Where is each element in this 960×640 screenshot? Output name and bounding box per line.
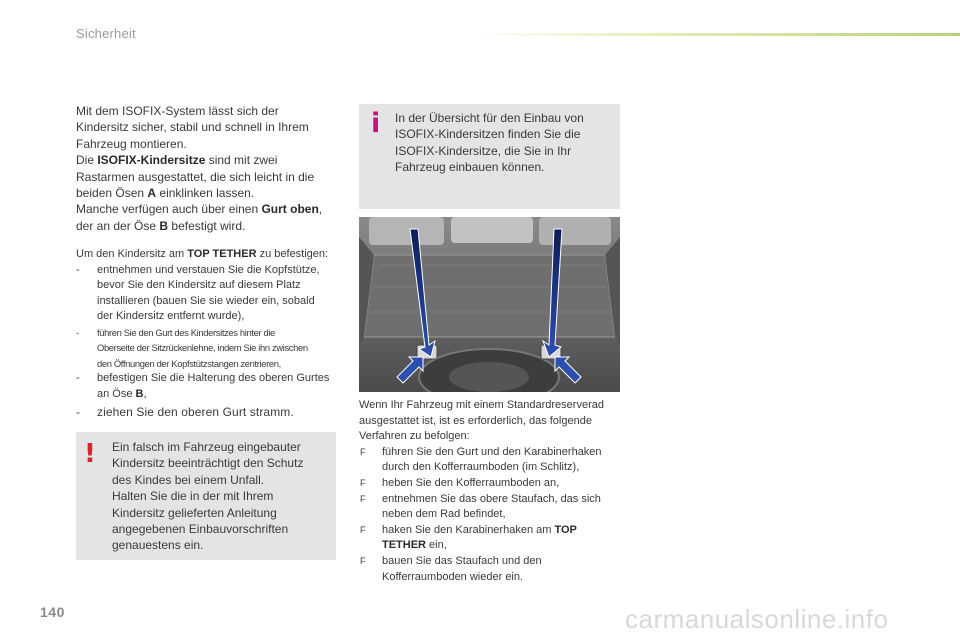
- step-line: entnehmen Sie das obere Staufach, das sich: [382, 492, 601, 505]
- bold-term: Gurt oben: [261, 202, 319, 217]
- text-line: ausgestattet ist, ist es erforderlich, das folgende: [359, 414, 592, 427]
- trunk-anchor-photo: [359, 217, 620, 392]
- seat-back-middle: [451, 217, 533, 243]
- text: der an der Öse: [76, 218, 160, 233]
- watermark: carmanualsonline.info: [625, 604, 889, 634]
- bold-term: TOP TETHER: [187, 248, 257, 260]
- bullet-icon: F: [360, 555, 366, 566]
- text: zu befestigen:: [256, 248, 329, 260]
- step-line: befestigen Sie die Halterung des oberen Gurtes: [97, 372, 330, 385]
- warning-text: [112, 439, 327, 554]
- step-line: durch den Kofferraumboden (im Schlitz),: [382, 461, 580, 474]
- intro-line: Rastarmen ausgestattet, die sich leicht in die: [76, 169, 315, 184]
- step-line: der Kindersitz entfernt wurde),: [97, 310, 245, 323]
- dash-bullet: -: [76, 326, 79, 338]
- text: Um den Kindersitz am: [76, 248, 188, 260]
- bold-term: A: [147, 186, 157, 201]
- warning-line: Halten Sie die in der mit Ihrem: [112, 489, 274, 504]
- step-line: Oberseite der Sitzrückenlehne, indem Sie ihn zwischen: [97, 342, 308, 354]
- info-line: ISOFIX-Kindersitzen finden Sie die: [395, 127, 581, 142]
- list-item: [359, 476, 624, 492]
- list-item: [76, 263, 346, 325]
- bold-term: TOP: [554, 523, 577, 536]
- text: Manche verfügen auch über einen: [76, 202, 262, 217]
- list-item: [359, 554, 624, 585]
- text: einklinken lassen.: [156, 186, 255, 201]
- intro-line: Fahrzeug montieren.: [76, 136, 187, 151]
- text: Die: [76, 153, 98, 168]
- list-item: [76, 325, 346, 371]
- section-title: Sicherheit: [76, 26, 136, 41]
- text: haken Sie den Karabinerhaken am: [382, 523, 555, 536]
- bold-term: TETHER: [382, 539, 426, 552]
- warning-line: angegebenen Einbauvorschriften: [112, 522, 289, 537]
- dash-bullet: -: [76, 263, 80, 276]
- reserve-wheel-steps: [359, 445, 624, 585]
- bold-term: B: [135, 387, 144, 400]
- intro-line: Kindersitz sicher, stabil und schnell in Ihrem: [76, 120, 309, 135]
- bullet-icon: F: [360, 477, 366, 488]
- info-line: In der Übersicht für den Einbau von: [395, 111, 584, 125]
- info-box: [359, 104, 620, 209]
- text: ,: [318, 202, 323, 217]
- text: sind mit zwei: [205, 153, 278, 168]
- page-number: 140: [40, 604, 65, 620]
- text: befestigt wird.: [168, 218, 246, 233]
- step-line: führen Sie den Gurt des Kindersitzes hinter die: [97, 326, 275, 338]
- step-line: führen Sie den Gurt und den Karabinerhaken: [382, 445, 602, 458]
- list-item: [359, 492, 624, 523]
- step-line: neben dem Rad befindet,: [382, 508, 506, 521]
- warning-line: Kindersitz beeinträchtigt den Schutz: [112, 456, 304, 471]
- list-item: [76, 403, 346, 421]
- warning-line: genauestens ein.: [112, 538, 204, 553]
- step-line: Kofferraumboden wieder ein.: [382, 570, 524, 583]
- step-line: ziehen Sie den oberen Gurt stramm.: [97, 405, 294, 420]
- dash-bullet: -: [76, 405, 81, 420]
- step-line: entnehmen und verstauen Sie die Kopfstütze,: [97, 263, 320, 276]
- text-line: Wenn Ihr Fahrzeug mit einem Standardreserverad: [359, 399, 604, 411]
- info-line: ISOFIX-Kindersitze, die Sie in Ihr: [395, 143, 572, 158]
- list-item: [359, 445, 624, 476]
- bullet-icon: F: [360, 446, 366, 457]
- intro-line: [76, 152, 348, 168]
- info-icon: i: [371, 108, 381, 139]
- info-text: [395, 110, 613, 176]
- text: beiden Ösen: [76, 186, 148, 201]
- bold-term: B: [159, 218, 169, 233]
- spare-wheel-hub: [449, 362, 529, 392]
- warning-box: [76, 432, 336, 560]
- top-tether-steps: [76, 263, 346, 422]
- warning-line: des Kindes bei einem Unfall.: [112, 472, 265, 487]
- step-line: heben Sie den Kofferraumboden an,: [382, 476, 560, 489]
- reserve-wheel-instructions: [359, 398, 624, 585]
- text: ein,: [426, 539, 447, 552]
- intro-line: [76, 185, 348, 201]
- step-line: bevor Sie den Kindersitz auf diesem Platz: [97, 279, 301, 292]
- top-tether-intro: [76, 247, 346, 263]
- list-item: [359, 523, 624, 554]
- trunk-floor: [364, 255, 615, 337]
- dash-bullet: -: [76, 372, 80, 385]
- bullet-icon: F: [360, 493, 366, 504]
- intro-line: Mit dem ISOFIX-System lässt sich der: [76, 104, 279, 118]
- exclamation-icon: !: [84, 439, 96, 469]
- bold-term: ISOFIX-Kindersitze: [97, 153, 206, 168]
- step-line: bauen Sie das Staufach und den: [382, 554, 542, 567]
- trunk-anchor-illustration: [359, 217, 620, 392]
- warning-line: Kindersitz gelieferten Anleitung: [112, 505, 277, 520]
- intro-line: [76, 201, 348, 217]
- step-line: den Öffnungen der Kopfstützstangen zentrieren,: [97, 357, 281, 369]
- header-accent-line: [470, 33, 960, 36]
- text: ,: [143, 387, 147, 400]
- info-line: Fahrzeug einbauen können.: [395, 160, 545, 175]
- warning-line: Ein falsch im Fahrzeug eingebauter: [112, 440, 301, 454]
- step-line: an Öse: [97, 387, 136, 400]
- seat-back-right: [539, 217, 611, 245]
- intro-paragraph: [76, 103, 348, 234]
- bullet-icon: F: [360, 524, 366, 535]
- intro-line: [76, 218, 348, 234]
- step-line: installieren (bauen Sie sie wieder ein, sobald: [97, 294, 315, 307]
- list-item: [76, 371, 346, 402]
- text-line: Verfahren zu befolgen:: [359, 430, 470, 443]
- seat-back-left: [369, 217, 444, 245]
- top-tether-instructions: [76, 247, 346, 421]
